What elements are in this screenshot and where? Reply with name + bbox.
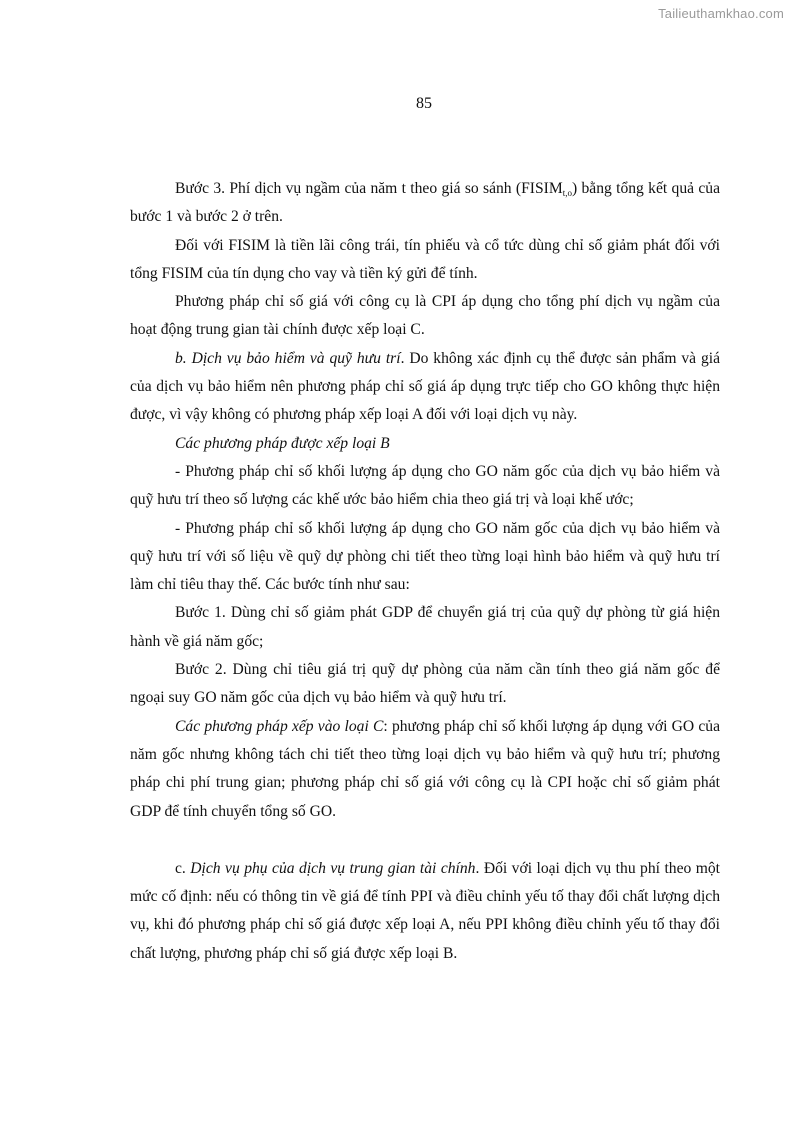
watermark: Tailieuthamkhao.com <box>658 6 784 21</box>
page-number: 85 <box>416 95 432 112</box>
paragraph-step-2: Bước 2. Dùng chỉ tiêu giá trị quỹ dự phòng của năm cần tính theo giá năm gốc để ngoại suy GO năm gốc của dịch vụ bảo hiểm và quỹ hưu trí. <box>130 661 720 707</box>
paragraph-cpi: Phương pháp chỉ số giá với công cụ là CPI áp dụng cho tổng phí dịch vụ ngầm của hoạt động trung gian tài chính được xếp loại C. <box>130 293 720 339</box>
section-heading-b: b. Dịch vụ bảo hiểm và quỹ hưu trí <box>175 349 401 367</box>
section-heading-c: Dịch vụ phụ của dịch vụ trung gian tài chính <box>190 859 476 877</box>
paragraph-insurance: b. Dịch vụ bảo hiểm và quỹ hưu trí. Do không xác định cụ thể được sản phẩm và giá của dịch vụ bảo hiểm nên phương pháp chỉ số giá áp dụng trực tiếp cho GO không thực hiện được, vì vậy không có phương pháp xếp loại A đối với loại dịch vụ này. <box>130 349 720 424</box>
subscript: t,o <box>562 188 572 198</box>
document-body <box>130 175 720 968</box>
paragraph-method-2: - Phương pháp chỉ số khối lượng áp dụng cho GO năm gốc của dịch vụ bảo hiểm và quỹ hưu trí với số liệu về quỹ dự phòng chi tiết theo từng loại hình bảo hiểm và quỹ hưu trí làm chỉ tiêu thay thế. Các bước tính như sau: <box>130 519 720 594</box>
paragraph-fisim: Đối với FISIM là tiền lãi công trái, tín phiếu và cổ tức dùng chỉ số giảm phát đối với tổng FISIM của tín dụng cho vay và tiền ký gửi để tính. <box>130 236 720 282</box>
paragraph-step-1: Bước 1. Dùng chỉ số giảm phát GDP để chuyển giá trị của quỹ dự phòng từ giá hiện hành về giá năm gốc; <box>130 604 720 650</box>
paragraph-class-c: Các phương pháp xếp vào loại C: phương pháp chỉ số khối lượng áp dụng với GO của năm gốc nhưng không tách chi tiết theo từng loại dịch vụ bảo hiểm và quỹ hưu trí; phương pháp chi phí trung gian; phương pháp chỉ số giá với công cụ là CPI hoặc chỉ số giảm phát GDP để tính chuyển tổng số GO. <box>130 717 720 820</box>
paragraph-method-1: - Phương pháp chỉ số khối lượng áp dụng cho GO năm gốc của dịch vụ bảo hiểm và quỹ hưu trí theo số lượng các khế ước bảo hiểm chia theo giá trị và loại khế ước; <box>130 462 720 509</box>
paragraph-class-b-heading: Các phương pháp được xếp loại B <box>175 434 390 452</box>
paragraph-ancillary-services: c. Dịch vụ phụ của dịch vụ trung gian tài chính. Đối với loại dịch vụ thu phí theo một mức cố định: nếu có thông tin về giá để tính PPI và điều chỉnh yếu tố thay đổi chất lượng dịch vụ, khi đó phương pháp chỉ số giá được xếp loại A, nếu PPI không điều chỉnh yếu tố thay đổi chất lượng, phương pháp chỉ số giá được xếp loại B. <box>130 859 720 962</box>
class-c-heading: Các phương pháp xếp vào loại C <box>175 717 384 735</box>
paragraph-step-3: Bước 3. Phí dịch vụ ngầm của năm t theo giá so sánh $(FISIM_{t,o})$ bằng tổng kết quả của bước 1 và bước 2 ở trên. <box>130 180 720 226</box>
